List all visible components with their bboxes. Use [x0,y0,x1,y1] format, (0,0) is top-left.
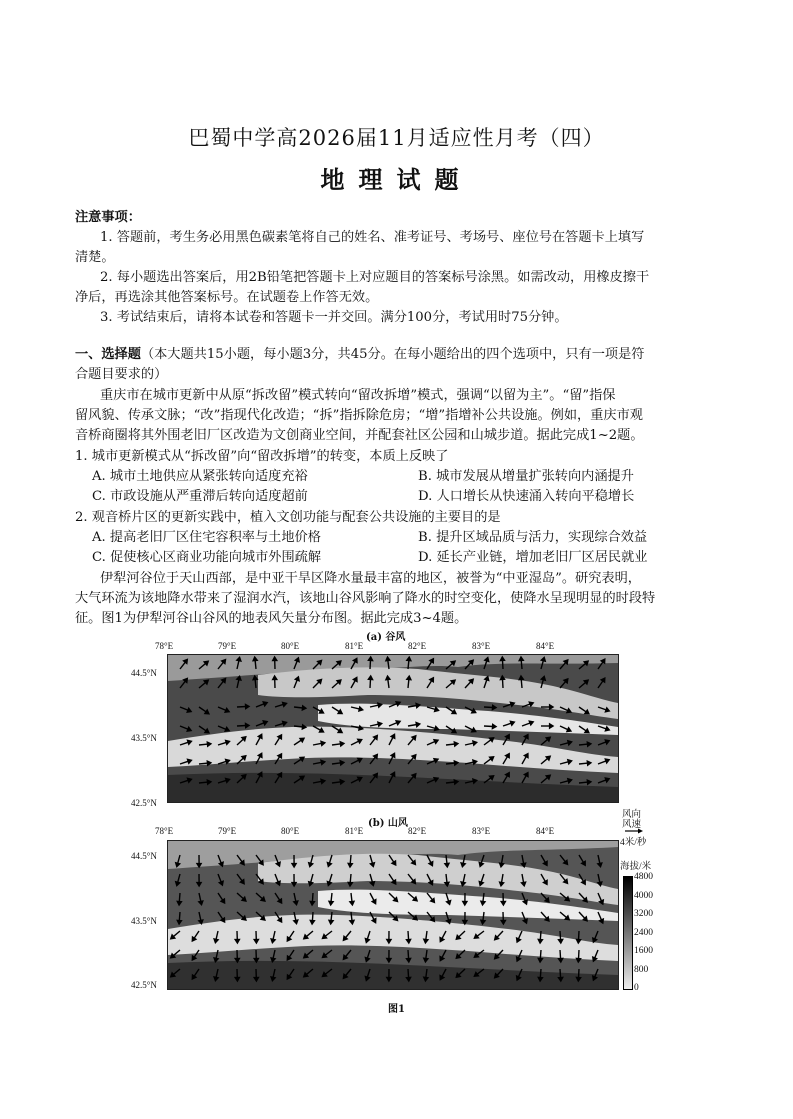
notice-line: 净后，再选涂其他答案标号。在试题卷上作答无效。 [75,290,379,305]
longitude-tick-label: 82°E [408,641,427,651]
wind-vector [331,912,332,921]
elevation-legend-label: 1600 [634,946,653,956]
section-heading-cont: 合题目要求的） [75,367,168,382]
latitude-tick-label: 43.5°N [131,916,157,926]
wind-vector [446,874,447,883]
wind-vector [579,744,588,745]
section-heading [75,345,644,365]
longitude-tick-label: 78°E [155,641,174,651]
wind-vector [294,707,303,708]
passage-line: 征。图1为伊犁河谷山谷风的地表风矢量分布图。据此完成3~4题。 [75,611,468,626]
latitude-tick-label: 43.5°N [131,733,157,743]
wind-vector [540,950,541,959]
wind-vector [331,893,332,902]
wind-vector [446,763,455,764]
longitude-tick-label: 84°E [536,641,555,651]
elevation-legend-label: 2400 [634,927,653,938]
longitude-tick-label: 83°E [472,641,491,651]
wind-vector [370,679,371,688]
wind-vector [560,950,561,959]
question-2-stem: 2. 观音桥片区的更新实践中，植入文创功能与配套公共设施的主要目的是 [75,510,501,525]
section-heading-rest: （本大题共15小题，每小题3分，共45分。在每小题给出的四个选项中，只有一项是符 [140,347,645,362]
wind-vector [540,931,541,940]
wind-vector [503,679,504,688]
longitude-tick-label: 83°E [472,826,491,836]
latitude-tick-label: 44.5°N [131,668,157,678]
wind-vector [503,660,504,669]
question-2-option-a: A. 提高老旧厂区住宅容积率与土地价格 [92,530,321,545]
latitude-tick-label: 42.5°N [131,980,157,990]
wind-vector [560,969,561,978]
elevation-legend-label: 800 [634,964,649,975]
wind-vector [408,950,409,959]
wind-vector [579,782,588,783]
wind-vector [560,931,561,940]
wind-vector [179,893,180,902]
question-1-option-b: B. 城市发展从增量扩张转向内涵提升 [418,469,634,484]
wind-vector [446,782,455,783]
wind-vector [199,763,208,764]
notice-line: 1. 答题前，考生务必用黑色碳素笔将自己的姓名、准考证号、考场号、座位号在答题卡上填写 [100,230,645,245]
wind-vector [350,874,351,883]
wind-vector [521,679,522,688]
passage-line: 留风貌、传承文脉；“改”指现代化改造；“拆”指拆除危房；“增”指增补公共设施。例如，重庆市观 [75,408,643,423]
wind-vector [199,744,208,745]
wind-vector [179,912,180,921]
longitude-tick-label: 79°E [218,641,237,651]
wind-vector [408,660,409,669]
map-panel-valley-wind [167,654,619,803]
exam-title: 巴蜀中学高2026届11月适应性月考（四） [188,126,605,150]
elevation-legend-label: 0 [634,983,639,993]
question-1-option-d: D. 人口增长从快速涌入转向平稳增长 [418,489,635,504]
elevation-legend-label: 4800 [634,872,653,882]
wind-vector [351,893,352,902]
panel-a-title: (a) 谷风 [366,632,406,643]
wind-vector [312,912,313,921]
wind-vector [408,931,409,940]
wind-vector [579,950,580,959]
wind-vector [294,726,303,727]
longitude-tick-label: 81°E [345,641,364,651]
wind-vector [350,855,351,864]
wind-vector [351,912,352,921]
map-panel-mountain-wind [167,840,619,990]
wind-vector [237,707,246,708]
longitude-tick-label: 84°E [536,826,555,836]
passage-line: 重庆市在城市更新中从原“拆改留”模式转向“留改拆增”模式，强调“以留为主”。“留”指保 [100,388,616,403]
wind-vector [312,893,313,902]
passage-line: 音桥商圈将其外围老旧厂区改造为文创商业空间，并配套社区公园和山城步道。据此完成1~2题。 [75,428,644,443]
latitude-tick-label: 42.5°N [131,798,157,808]
wind-vector [484,707,493,708]
longitude-tick-label: 80°E [281,826,300,836]
longitude-tick-label: 79°E [218,826,237,836]
wind-key-speed: 风速 [622,820,642,830]
longitude-tick-label: 81°E [345,826,364,836]
latitude-tick-label: 44.5°N [131,851,157,861]
wind-vector [446,744,455,745]
wind-vector [255,679,256,688]
legend-title: 海拔/米 [620,862,652,872]
wind-vector [579,969,580,978]
wind-vector [521,660,522,669]
passage-line: 大气环流为该地降水带来了湿润水汽，该地山谷风影响了降水的时空变化，使降水呈现明显的时段特 [75,591,656,606]
longitude-tick-label: 80°E [281,641,300,651]
question-2-option-b: B. 提升区域品质与活力，实现综合效益 [418,530,648,545]
elevation-legend-label: 3200 [634,909,653,919]
question-2-option-d: D. 延长产业链，增加老旧厂区居民就业 [418,550,648,565]
exam-subject: 地理试题 [320,165,473,194]
elevation-legend-label: 4000 [634,890,653,901]
section-heading-bold: 一、选择题 [75,347,141,362]
wind-vector [370,660,371,669]
notice-line: 清楚。 [75,250,115,265]
question-1-option-a: A. 城市土地供应从紧张转向适度充裕 [92,469,308,484]
passage-line: 伊犁河谷位于天山西部，是中亚干旱区降水量最丰富的地区，被誉为“中亚湿岛”。研究表明， [100,571,641,586]
panel-b-title: (b) 山风 [368,818,408,829]
wind-vector [484,726,493,727]
figure-caption: 图1 [388,1004,405,1015]
longitude-tick-label: 82°E [408,826,427,836]
notice-line: 2. 每小题选出答案后，用2B铅笔把答题卡上对应题目的答案标号涂黑。如需改动，用橡皮擦干 [100,270,650,285]
wind-vector [199,782,208,783]
elevation-colorbar [623,876,633,990]
notice-heading: 注意事项： [75,210,141,225]
question-1-option-c: C. 市政设施从严重滞后转向适度超前 [92,489,308,504]
longitude-tick-label: 78°E [155,826,174,836]
notice-line: 3. 考试结束后，请将本试卷和答题卡一并交回。满分100分，考试用时75分钟。 [100,310,568,325]
wind-key-direction: 风向 [622,810,642,820]
wind-vector [408,969,409,978]
wind-vector [408,679,409,688]
terrain-map-b [168,841,618,989]
wind-vector [579,763,588,764]
terrain-map-a [168,655,618,802]
wind-vector [237,726,246,727]
wind-vector [446,855,447,864]
question-1-stem: 1. 城市更新模式从“拆改留”向“留改拆增”的转变，本质上反映了 [75,449,449,464]
wind-key-scale: 4米/秒 [620,838,647,848]
wind-vector [255,660,256,669]
wind-vector [579,931,580,940]
wind-vector [540,969,541,978]
question-2-option-c: C. 促使核心区商业功能向城市外围疏解 [92,550,322,565]
